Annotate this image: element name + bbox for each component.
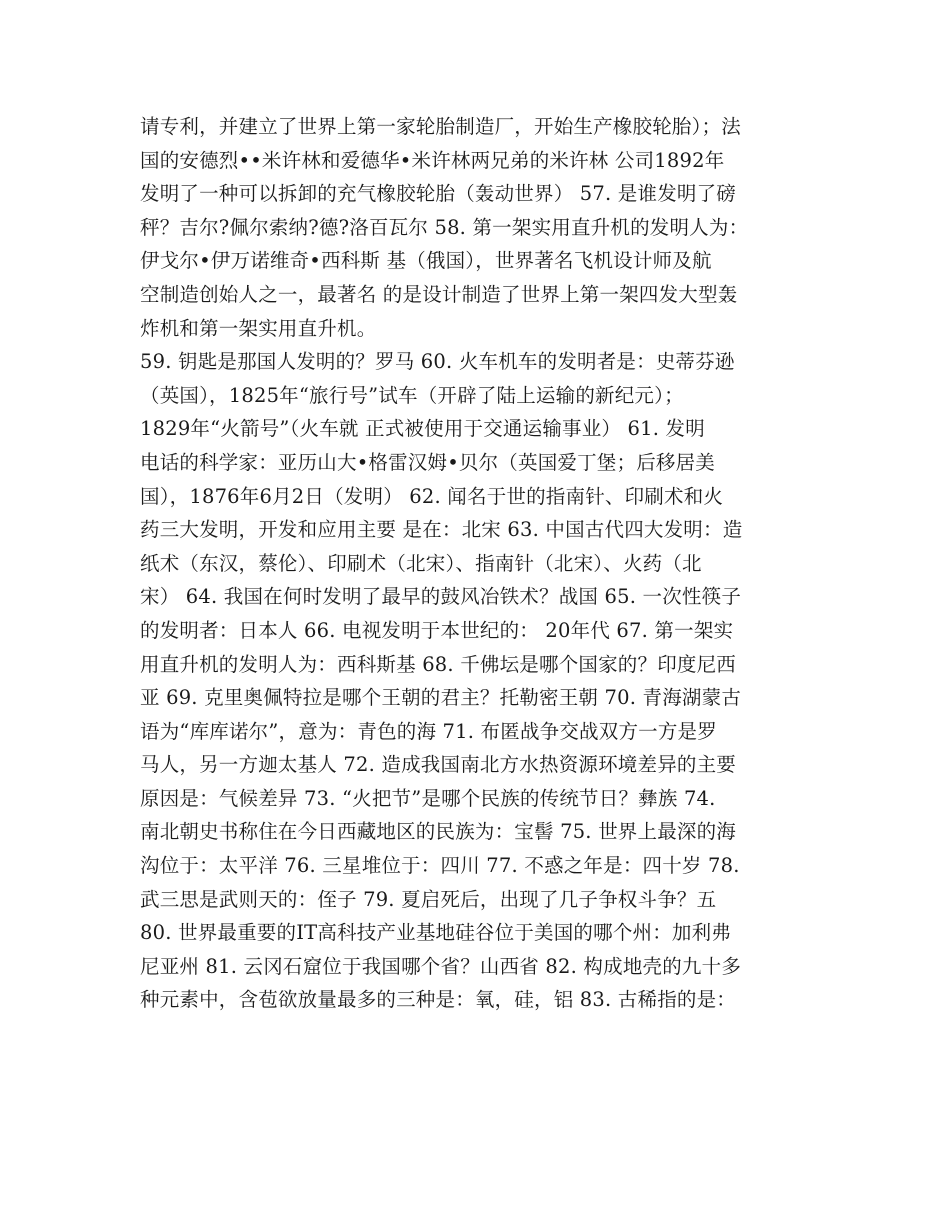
text-line: 尼亚州 81. 云冈石窟位于我国哪个省？山西省 82. 构成地壳的九十多 [140,954,742,978]
text-line: 59. 钥匙是那国人发明的？罗马 60. 火车机车的发明者是：史蒂芬逊 [140,350,735,374]
text-line: 用直升机的发明人为：西科斯基 68. 千佛坛是哪个国家的？印度尼西 [140,652,737,676]
text-line: 1829年“火箭号”（火车就 正式被使用于交通运输事业） 61. 发明 [140,417,705,441]
body-text [140,110,820,1017]
text-line: 空制造创始人之一，最著名 的是设计制造了世界上第一架四发大型轰 [140,282,738,306]
text-line: 种元素中，含苞欲放量最多的三种是：氧，硅，铝 83. 古稀指的是： [140,988,737,1012]
text-line: 南北朝史书称住在今日西藏地区的民族为：宝髻 75. 世界上最深的海 [140,820,737,844]
text-line: 语为“库库诺尔”，意为：青色的海 71. 布匿战争交战双方一方是罗 [140,719,717,743]
text-line: 发明了一种可以拆卸的充气橡胶轮胎（轰动世界） 57. 是谁发明了磅 [140,182,737,206]
text-line: 80. 世界最重要的IT高科技产业基地硅谷位于美国的哪个州：加利弗 [140,921,732,945]
text-line: 请专利，并建立了世界上第一家轮胎制造厂，开始生产橡胶轮胎）；法 [140,115,741,138]
text-line: 药三大发明，开发和应用主要 是在：北宋 63. 中国古代四大发明：造 [140,518,743,542]
text-line: 炸机和第一架实用直升机。 [140,316,377,340]
text-line: 沟位于：太平洋 76. 三星堆位于：四川 77. 不惑之年是：四十岁 78. [140,854,740,878]
text-line: 秤？吉尔?佩尔索纳?德?洛百瓦尔 58. 第一架实用直升机的发明人为： [140,215,749,239]
text-line: 的发明者：日本人 66. 电视发明于本世纪的： 20年代 67. 第一架实 [140,618,734,642]
text-line: 电话的科学家：亚历山大•格雷汉姆•贝尔（英国爱丁堡；后移居美 [140,450,716,474]
text-line: 马人，另一方迦太基人 72. 造成我国南北方水热资源环境差异的主要 [140,753,737,777]
text-line: 伊戈尔•伊万诺维奇•西科斯 基（俄国），世界著名飞机设计师及航 [140,249,712,273]
text-line: 宋） 64. 我国在何时发明了最早的鼓风冶铁术？战国 65. 一次性筷子 [140,585,742,609]
text-line: 国），1876年6月2日（发明） 62. 闻名于世的指南针、印刷术和火 [140,484,724,508]
text-line: 纸术（东汉，蔡伦）、印刷术（北宋）、指南针（北宋）、火药（北 [140,551,702,575]
text-line: （英国），1825年“旅行号”试车（开辟了陆上运输的新纪元）； [140,383,684,407]
text-line: 原因是：气候差异 73. “火把节”是哪个民族的传统节日？彝族 74. [140,786,716,810]
text-line: 亚 69. 克里奥佩特拉是哪个王朝的君主？托勒密王朝 70. 青海湖蒙古 [140,686,742,710]
text-line: 国的安德烈••米许林和爱德华•米许林两兄弟的米许林 公司1892年 [140,148,725,172]
text-line: 武三思是武则天的：侄子 79. 夏启死后，出现了几子争权斗争？五 [140,887,717,911]
